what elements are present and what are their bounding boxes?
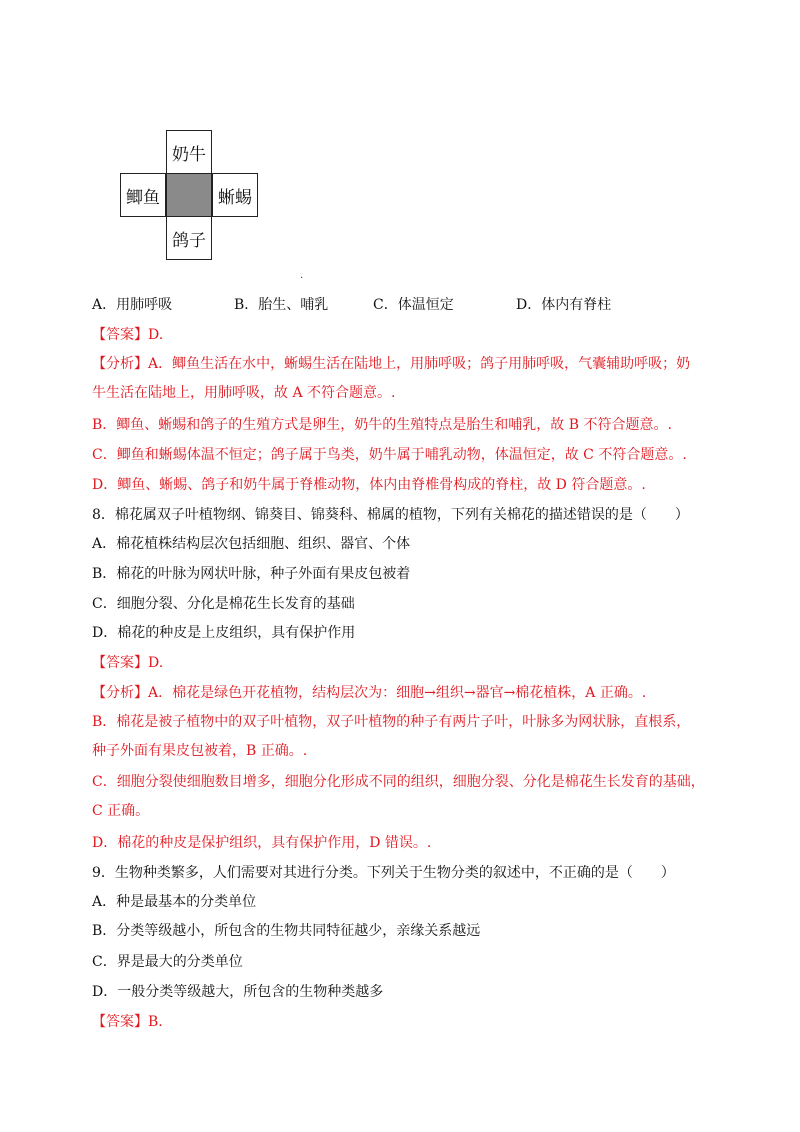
answer-line: 【答案】D. xyxy=(92,655,164,671)
option-b: B．胎生、哺乳 xyxy=(234,297,329,313)
option-line: D．棉花的种皮是上皮组织，具有保护作用 xyxy=(92,625,356,641)
question-line: 8．棉花属双子叶植物纲、锦葵目、锦葵科、棉属的植物，下列有关棉花的描述错误的是（ ） xyxy=(92,507,689,523)
figure-cell-left: 鲫鱼 xyxy=(120,173,166,217)
analysis-line: D．鲫鱼、蜥蜴、鸽子和奶牛属于脊椎动物，体内由脊椎骨构成的脊柱，故 D 符合题意。. xyxy=(92,477,646,493)
option-c: C．体温恒定 xyxy=(373,297,454,313)
figure-dot: . xyxy=(300,270,304,281)
option-a: A．用肺呼吸 xyxy=(92,297,173,313)
analysis-line: B．鲫鱼、蜥蜴和鸽子的生殖方式是卵生，奶牛的生殖特点是胎生和哺乳，故 B 不符合题意。. xyxy=(92,417,672,433)
analysis-line: C．鲫鱼和蜥蜴体温不恒定；鸽子属于鸟类，奶牛属于哺乳动物，体温恒定，故 C 不符合题意。. xyxy=(92,447,687,463)
analysis-line: 【分析】A．鲫鱼生活在水中，蜥蜴生活在陆地上，用肺呼吸；鸽子用肺呼吸，气囊辅助呼吸；奶 xyxy=(92,356,691,372)
question-line: 9．生物种类繁多，人们需要对其进行分类。下列关于生物分类的叙述中，不正确的是（ ） xyxy=(92,865,675,881)
analysis-line: C 正确。 xyxy=(92,803,150,819)
option-line: A．棉花植株结构层次包括细胞、组织、器官、个体 xyxy=(92,536,411,552)
option-line: B．棉花的叶脉为网状叶脉，种子外面有果皮包被着 xyxy=(92,566,411,582)
figure-cell-bottom: 鸽子 xyxy=(166,216,212,260)
analysis-line: B．棉花是被子植物中的双子叶植物，双子叶植物的种子有两片子叶，叶脉多为网状脉，直根系， xyxy=(92,714,691,730)
analysis-line: 牛生活在陆地上，用肺呼吸，故 A 不符合题意。. xyxy=(92,385,396,401)
figure-cell-shaded xyxy=(166,173,212,217)
answer-line: 【答案】B. xyxy=(92,1014,163,1030)
figure-cell-right: 蜥蜴 xyxy=(212,173,258,217)
option-line: D．一般分类等级越大，所包含的生物种类越多 xyxy=(92,984,384,1000)
option-line: C．界是最大的分类单位 xyxy=(92,954,243,970)
answer-line: 【答案】D. xyxy=(92,327,164,343)
option-line: B．分类等级越小，所包含的生物共同特征越少，亲缘关系越远 xyxy=(92,923,481,939)
option-line: C．细胞分裂、分化是棉花生长发育的基础 xyxy=(92,596,355,612)
option-line: A．种是最基本的分类单位 xyxy=(92,894,257,910)
figure-cell-top: 奶牛 xyxy=(166,130,212,174)
animal-figure xyxy=(120,130,260,260)
analysis-line: 种子外面有果皮包被着，B 正确。. xyxy=(92,743,308,759)
option-d: D．体内有脊柱 xyxy=(516,297,612,313)
analysis-line: D．棉花的种皮是保护组织，具有保护作用，D 错误。. xyxy=(92,835,432,851)
analysis-line: C．细胞分裂使细胞数目增多，细胞分化形成不同的组织，细胞分裂、分化是棉花生长发育的基础， xyxy=(92,774,705,790)
analysis-line: 【分析】A．棉花是绿色开花植物，结构层次为：细胞→组织→器官→棉花植株，A 正确。. xyxy=(92,685,647,701)
question7-options xyxy=(92,294,712,314)
